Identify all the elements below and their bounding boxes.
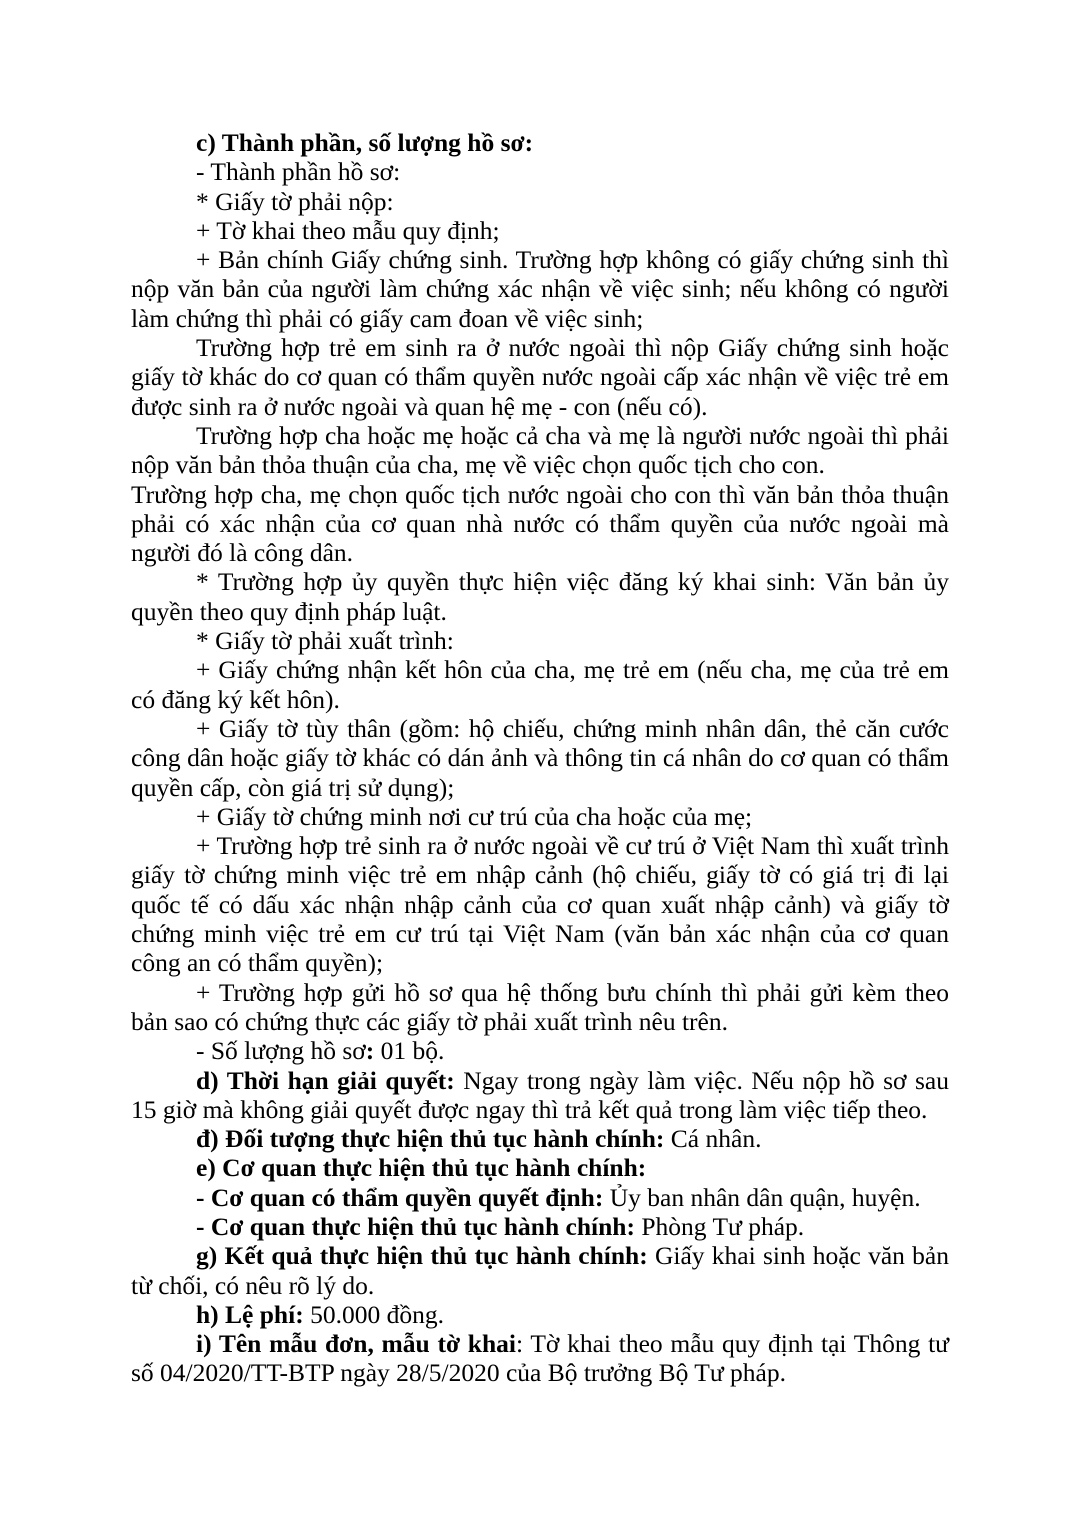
dossier-quantity-colon: : — [365, 1036, 375, 1066]
section-dd-value: Cá nhân. — [664, 1124, 762, 1154]
required-papers-label: * Giấy tờ phải nộp: — [196, 186, 394, 216]
section-h-value: 50.000 đồng. — [303, 1299, 444, 1329]
paragraph-foreign-nationality: Trường hợp cha, mẹ chọn quốc tịch nước ngoài cho con thì văn bản thỏa thuận phải có xác nhận của cơ quan nhà nước có thẩm quyền của nước ngoài mà người đó là công dân. — [131, 479, 949, 568]
section-e1-value: Ủy ban nhân dân quận, huyện. — [603, 1182, 921, 1212]
dossier-quantity — [131, 1036, 949, 1065]
section-i-label: i) Tên mẫu đơn, mẫu tờ khai — [196, 1329, 516, 1359]
section-g-result — [131, 1241, 949, 1300]
section-d-label: d) Thời hạn giải quyết: — [196, 1065, 455, 1095]
section-e2-label: - Cơ quan thực hiện thủ tục hành chính: — [196, 1211, 635, 1241]
section-e-heading: e) Cơ quan thực hiện thủ tục hành chính: — [196, 1153, 647, 1183]
section-h-fee — [131, 1300, 949, 1329]
section-g-label: g) Kết quả thực hiện thủ tục hành chính: — [196, 1241, 648, 1271]
paragraph-postal-submission: + Trường hợp gửi hồ sơ qua hệ thống bưu chính thì phải gửi kèm theo bản sao có chứng thực các giấy tờ phải xuất trình nêu trên. — [131, 977, 949, 1036]
paragraph-authorization: * Trường hợp ủy quyền thực hiện việc đăng ký khai sinh: Văn bản ủy quyền theo quy định pháp luật. — [131, 567, 949, 626]
section-e2-value: Phòng Tư pháp. — [634, 1211, 805, 1241]
section-d-processing-time — [131, 1066, 949, 1125]
section-e-deciding-agency — [131, 1183, 949, 1212]
paragraph-born-abroad: Trường hợp trẻ em sinh ra ở nước ngoài thì nộp Giấy chứng sinh hoặc giấy tờ khác do cơ quan có thẩm quyền nước ngoài cấp xác nhận về việc trẻ em được sinh ra ở nước ngoài và quan hệ mẹ - con (nếu có). — [131, 333, 949, 421]
section-e1-label: - Cơ quan có thẩm quyền quyết định: — [196, 1182, 604, 1212]
paragraph-declaration-form: + Tờ khai theo mẫu quy định; — [196, 215, 500, 245]
paragraph-birth-certificate: + Bản chính Giấy chứng sinh. Trường hợp không có giấy chứng sinh thì nộp văn bản của người làm chứng xác nhận về việc sinh; nếu không có người làm chứng thì phải có giấy cam đoan về việc sinh; — [131, 245, 949, 333]
section-e-executing-agency — [131, 1212, 949, 1241]
paragraph-foreign-parents: Trường hợp cha hoặc mẹ hoặc cả cha và mẹ là người nước ngoài thì phải nộp văn bản thỏa thuận của cha, mẹ về việc chọn quốc tịch cho con. — [131, 420, 949, 480]
paragraph-residence-proof: + Giấy tờ chứng minh nơi cư trú của cha hoặc của mẹ; — [196, 801, 753, 831]
paragraph-entry-proof: + Trường hợp trẻ sinh ra ở nước ngoài về cư trú ở Việt Nam thì xuất trình giấy tờ chứng minh việc trẻ em nhập cảnh (hộ chiếu, giấy tờ có giá trị đi lại quốc tế có dấu xác nhận nhập cảnh của cơ quan xuất nhập cảnh) và giấy tờ chứng minh việc trẻ em cư trú tại Việt Nam (văn bản xác nhận của cơ quan công an có thẩm quyền); — [131, 831, 949, 978]
section-d-value: Ngay trong ngày làm việc. Nếu nộp hồ sơ sau 15 giờ mà không giải quyết được ngay thì trả kết quả trong làm việc tiếp theo. — [131, 1065, 949, 1124]
section-dd-subjects — [131, 1124, 949, 1153]
section-dd-label: đ) Đối tượng thực hiện thủ tục hành chính: — [196, 1124, 665, 1154]
paragraph-marriage-certificate: + Giấy chứng nhận kết hôn của cha, mẹ trẻ em (nếu cha, mẹ của trẻ em có đăng ký kết hôn). — [131, 655, 949, 714]
section-h-label: h) Lệ phí: — [196, 1299, 304, 1329]
section-i-value: : Tờ khai theo mẫu quy định tại Thông tư số 04/2020/TT-BTP ngày 28/5/2020 của Bộ trưởng Bộ Tư pháp. — [131, 1329, 949, 1388]
dossier-components-label: - Thành phần hồ sơ: — [196, 157, 401, 187]
papers-to-present-label: * Giấy tờ phải xuất trình: — [196, 626, 454, 656]
document-body — [131, 128, 949, 1388]
dossier-quantity-label: - Số lượng hồ sơ — [196, 1036, 366, 1066]
paragraph-identity-papers: + Giấy tờ tùy thân (gồm: hộ chiếu, chứng minh nhân dân, thẻ căn cước công dân hoặc giấy tờ khác có dán ảnh và thông tin cá nhân do cơ quan có thẩm quyền cấp, còn giá trị sử dụng); — [131, 713, 949, 802]
section-i-form-name — [131, 1329, 949, 1388]
dossier-quantity-value: 01 bộ. — [374, 1036, 445, 1066]
section-g-value: Giấy khai sinh hoặc văn bản từ chối, có nêu rõ lý do. — [131, 1241, 949, 1300]
section-c-heading: c) Thành phần, số lượng hồ sơ: — [196, 128, 534, 157]
